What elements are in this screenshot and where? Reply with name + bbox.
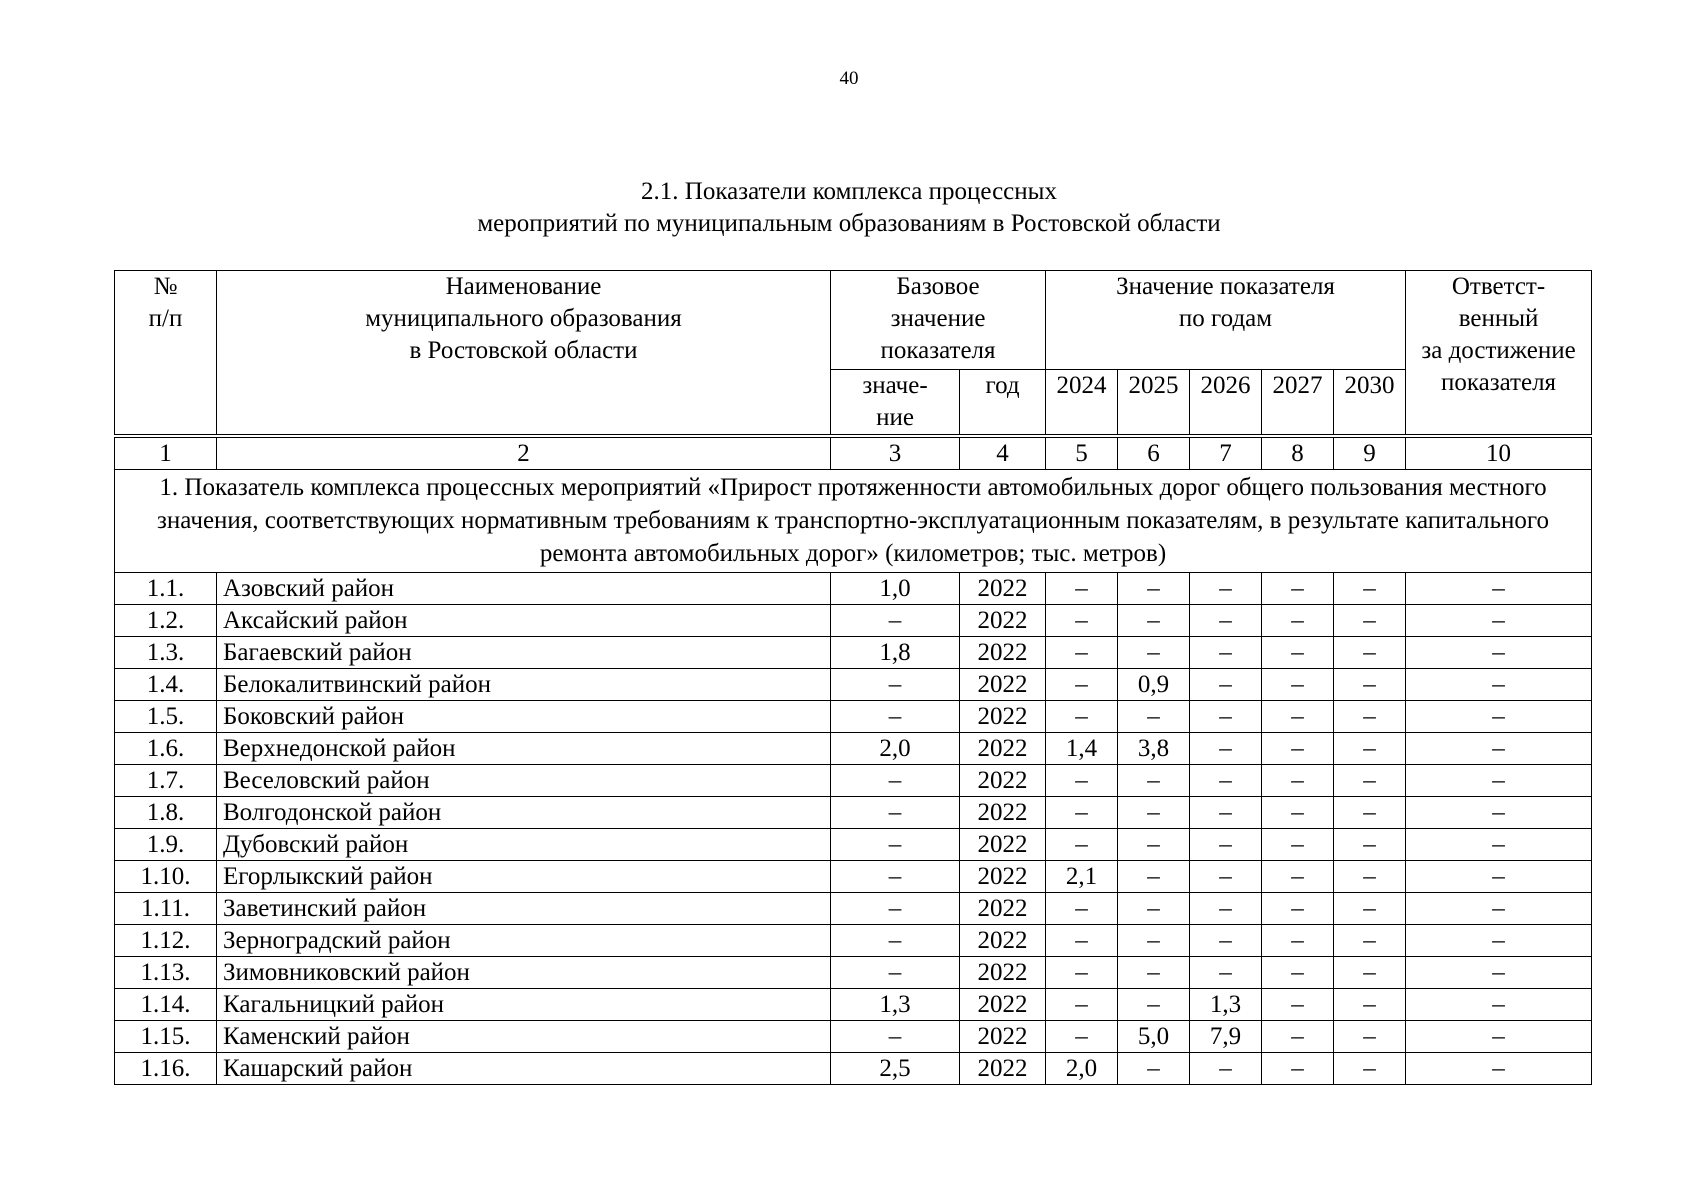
value-2030: – — [1334, 829, 1406, 861]
responsible: – — [1406, 765, 1592, 797]
title-line-1: 2.1. Показатели комплекса процессных — [641, 178, 1057, 205]
value-2030: – — [1334, 605, 1406, 637]
base-value: – — [831, 797, 960, 829]
value-2030: – — [1334, 1021, 1406, 1053]
base-value: – — [831, 765, 960, 797]
base-value: 2,0 — [831, 733, 960, 765]
row-number: 1.4. — [115, 669, 217, 701]
page-number: 40 — [839, 68, 859, 89]
base-year: 2022 — [960, 1053, 1046, 1085]
title-line-2: мероприятий по муниципальным образованиям в Ростовской области — [477, 210, 1221, 237]
responsible: – — [1406, 829, 1592, 861]
header-base — [831, 271, 1046, 370]
base-value: 2,5 — [831, 1053, 960, 1085]
value-2026: – — [1190, 797, 1262, 829]
value-2027: – — [1262, 573, 1334, 605]
value-2026: – — [1190, 925, 1262, 957]
table-row — [115, 573, 1592, 605]
row-number: 1.12. — [115, 925, 217, 957]
row-number: 1.6. — [115, 733, 217, 765]
value-2024: 2,0 — [1046, 1053, 1118, 1085]
value-2025: – — [1118, 1053, 1190, 1085]
base-year: 2022 — [960, 733, 1046, 765]
section-title-row — [115, 470, 1592, 573]
value-2024: – — [1046, 669, 1118, 701]
value-2026: 7,9 — [1190, 1021, 1262, 1053]
value-2027: – — [1262, 765, 1334, 797]
responsible: – — [1406, 861, 1592, 893]
row-number: 1.2. — [115, 605, 217, 637]
value-2026: – — [1190, 669, 1262, 701]
district-name: Кашарский район — [217, 1053, 831, 1085]
column-number: 5 — [1046, 436, 1118, 470]
header-year-2030: 2030 — [1334, 370, 1406, 437]
value-2025: 5,0 — [1118, 1021, 1190, 1053]
value-2024: – — [1046, 765, 1118, 797]
table-row — [115, 989, 1592, 1021]
header-num — [115, 271, 217, 437]
header-year-2025: 2025 — [1118, 370, 1190, 437]
value-2026: – — [1190, 829, 1262, 861]
base-year: 2022 — [960, 1021, 1046, 1053]
base-year: 2022 — [960, 861, 1046, 893]
value-2030: – — [1334, 765, 1406, 797]
value-2026: – — [1190, 957, 1262, 989]
value-2027: – — [1262, 701, 1334, 733]
value-2030: – — [1334, 573, 1406, 605]
row-number: 1.5. — [115, 701, 217, 733]
value-2027: – — [1262, 1053, 1334, 1085]
responsible: – — [1406, 637, 1592, 669]
value-2027: – — [1262, 605, 1334, 637]
table-row — [115, 1021, 1592, 1053]
base-value: 1,3 — [831, 989, 960, 1021]
district-name: Азовский район — [217, 573, 831, 605]
district-name: Багаевский район — [217, 637, 831, 669]
district-name: Егорлыкский район — [217, 861, 831, 893]
value-2030: – — [1334, 797, 1406, 829]
value-2030: – — [1334, 733, 1406, 765]
value-2026: 1,3 — [1190, 989, 1262, 1021]
value-2030: – — [1334, 637, 1406, 669]
district-name: Заветинский район — [217, 893, 831, 925]
header-name-text: Наименование муниципального образования в Ростовской области — [365, 273, 682, 364]
header-name — [217, 271, 831, 437]
row-number: 1.3. — [115, 637, 217, 669]
district-name: Волгодонской район — [217, 797, 831, 829]
value-2030: – — [1334, 893, 1406, 925]
value-2030: – — [1334, 1053, 1406, 1085]
district-name: Боковский район — [217, 701, 831, 733]
base-year: 2022 — [960, 829, 1046, 861]
value-2025: – — [1118, 989, 1190, 1021]
value-2024: – — [1046, 1021, 1118, 1053]
value-2025: – — [1118, 829, 1190, 861]
value-2025: – — [1118, 637, 1190, 669]
base-year: 2022 — [960, 637, 1046, 669]
header-responsible-text: Ответст- венный за достижение показателя — [1421, 273, 1576, 396]
table-title — [0, 176, 1698, 240]
responsible: – — [1406, 989, 1592, 1021]
base-year: 2022 — [960, 893, 1046, 925]
district-name: Веселовский район — [217, 765, 831, 797]
column-number: 2 — [217, 436, 831, 470]
table-row — [115, 861, 1592, 893]
responsible: – — [1406, 573, 1592, 605]
column-number: 6 — [1118, 436, 1190, 470]
column-number: 1 — [115, 436, 217, 470]
column-number: 3 — [831, 436, 960, 470]
header-num-text: № п/п — [148, 273, 183, 332]
responsible: – — [1406, 957, 1592, 989]
responsible: – — [1406, 893, 1592, 925]
value-2024: – — [1046, 957, 1118, 989]
value-2027: – — [1262, 829, 1334, 861]
value-2024: – — [1046, 605, 1118, 637]
base-year: 2022 — [960, 605, 1046, 637]
table-row — [115, 957, 1592, 989]
value-2025: – — [1118, 957, 1190, 989]
header-years-text: Значение показателя по годам — [1116, 273, 1335, 332]
value-2024: – — [1046, 925, 1118, 957]
value-2027: – — [1262, 733, 1334, 765]
base-year: 2022 — [960, 701, 1046, 733]
responsible: – — [1406, 797, 1592, 829]
value-2025: – — [1118, 573, 1190, 605]
value-2026: – — [1190, 861, 1262, 893]
value-2026: – — [1190, 637, 1262, 669]
row-number: 1.11. — [115, 893, 217, 925]
value-2025: – — [1118, 925, 1190, 957]
table-row — [115, 605, 1592, 637]
value-2025: – — [1118, 893, 1190, 925]
base-value: – — [831, 861, 960, 893]
responsible: – — [1406, 1021, 1592, 1053]
value-2027: – — [1262, 1021, 1334, 1053]
row-number: 1.13. — [115, 957, 217, 989]
header-base-value — [831, 370, 960, 437]
row-number: 1.8. — [115, 797, 217, 829]
district-name: Верхнедонской район — [217, 733, 831, 765]
value-2025: 0,9 — [1118, 669, 1190, 701]
table-row — [115, 637, 1592, 669]
base-year: 2022 — [960, 765, 1046, 797]
header-base-text: Базовое значение показателя — [880, 273, 996, 364]
responsible: – — [1406, 701, 1592, 733]
value-2024: – — [1046, 573, 1118, 605]
header-year-2027: 2027 — [1262, 370, 1334, 437]
base-value: – — [831, 669, 960, 701]
value-2024: – — [1046, 893, 1118, 925]
value-2030: – — [1334, 989, 1406, 1021]
base-value: – — [831, 829, 960, 861]
value-2027: – — [1262, 669, 1334, 701]
value-2030: – — [1334, 925, 1406, 957]
section-title: 1. Показатель комплекса процессных мероприятий «Прирост протяженности автомобильных дорог общего пользования местного значения, соответствующих нормативным требованиям к транспортно-эксплуатационным показателям, в результате капитального ремонта автомобильных дорог» (километров; тыс. метров) — [115, 470, 1592, 573]
base-value: – — [831, 957, 960, 989]
district-name: Зимовниковский район — [217, 957, 831, 989]
base-year: 2022 — [960, 989, 1046, 1021]
value-2026: – — [1190, 605, 1262, 637]
value-2024: 2,1 — [1046, 861, 1118, 893]
value-2026: – — [1190, 733, 1262, 765]
value-2030: – — [1334, 861, 1406, 893]
row-number: 1.14. — [115, 989, 217, 1021]
value-2024: 1,4 — [1046, 733, 1118, 765]
value-2024: – — [1046, 701, 1118, 733]
column-number: 9 — [1334, 436, 1406, 470]
responsible: – — [1406, 669, 1592, 701]
value-2024: – — [1046, 637, 1118, 669]
value-2026: – — [1190, 765, 1262, 797]
table-row — [115, 925, 1592, 957]
value-2025: – — [1118, 861, 1190, 893]
value-2025: – — [1118, 797, 1190, 829]
value-2026: – — [1190, 573, 1262, 605]
value-2026: – — [1190, 701, 1262, 733]
district-name: Каменский район — [217, 1021, 831, 1053]
value-2026: – — [1190, 893, 1262, 925]
value-2030: – — [1334, 957, 1406, 989]
value-2025: – — [1118, 765, 1190, 797]
column-number: 8 — [1262, 436, 1334, 470]
value-2027: – — [1262, 893, 1334, 925]
table-row — [115, 701, 1592, 733]
row-number: 1.15. — [115, 1021, 217, 1053]
base-value: – — [831, 925, 960, 957]
value-2027: – — [1262, 797, 1334, 829]
district-name: Аксайский район — [217, 605, 831, 637]
row-number: 1.1. — [115, 573, 217, 605]
value-2025: – — [1118, 605, 1190, 637]
column-numbers-row — [115, 436, 1592, 470]
indicators-table — [114, 270, 1592, 1085]
district-name: Кагальницкий район — [217, 989, 831, 1021]
value-2030: – — [1334, 669, 1406, 701]
base-value: – — [831, 1021, 960, 1053]
table-row — [115, 1053, 1592, 1085]
table-row — [115, 797, 1592, 829]
table-row — [115, 669, 1592, 701]
base-year: 2022 — [960, 797, 1046, 829]
district-name: Дубовский район — [217, 829, 831, 861]
row-number: 1.9. — [115, 829, 217, 861]
row-number: 1.16. — [115, 1053, 217, 1085]
header-years — [1046, 271, 1406, 370]
responsible: – — [1406, 925, 1592, 957]
row-number: 1.7. — [115, 765, 217, 797]
base-value: – — [831, 701, 960, 733]
value-2027: – — [1262, 957, 1334, 989]
header-year-2024: 2024 — [1046, 370, 1118, 437]
value-2027: – — [1262, 989, 1334, 1021]
value-2025: 3,8 — [1118, 733, 1190, 765]
column-number: 10 — [1406, 436, 1592, 470]
responsible: – — [1406, 605, 1592, 637]
base-year: 2022 — [960, 925, 1046, 957]
responsible: – — [1406, 1053, 1592, 1085]
table-row — [115, 829, 1592, 861]
value-2030: – — [1334, 701, 1406, 733]
responsible: – — [1406, 733, 1592, 765]
base-year: 2022 — [960, 573, 1046, 605]
base-value: – — [831, 605, 960, 637]
value-2024: – — [1046, 989, 1118, 1021]
district-name: Зерноградский район — [217, 925, 831, 957]
header-base-year: год — [960, 370, 1046, 437]
header-base-value-text: значе- ние — [862, 372, 928, 431]
column-number: 4 — [960, 436, 1046, 470]
table-row — [115, 765, 1592, 797]
header-responsible — [1406, 271, 1592, 437]
value-2024: – — [1046, 797, 1118, 829]
base-year: 2022 — [960, 669, 1046, 701]
base-value: 1,0 — [831, 573, 960, 605]
table-row — [115, 733, 1592, 765]
value-2024: – — [1046, 829, 1118, 861]
base-value: – — [831, 893, 960, 925]
district-name: Белокалитвинский район — [217, 669, 831, 701]
value-2027: – — [1262, 861, 1334, 893]
column-number: 7 — [1190, 436, 1262, 470]
base-year: 2022 — [960, 957, 1046, 989]
value-2025: – — [1118, 701, 1190, 733]
value-2027: – — [1262, 637, 1334, 669]
table-row — [115, 893, 1592, 925]
value-2026: – — [1190, 1053, 1262, 1085]
row-number: 1.10. — [115, 861, 217, 893]
value-2027: – — [1262, 925, 1334, 957]
header-year-2026: 2026 — [1190, 370, 1262, 437]
base-value: 1,8 — [831, 637, 960, 669]
